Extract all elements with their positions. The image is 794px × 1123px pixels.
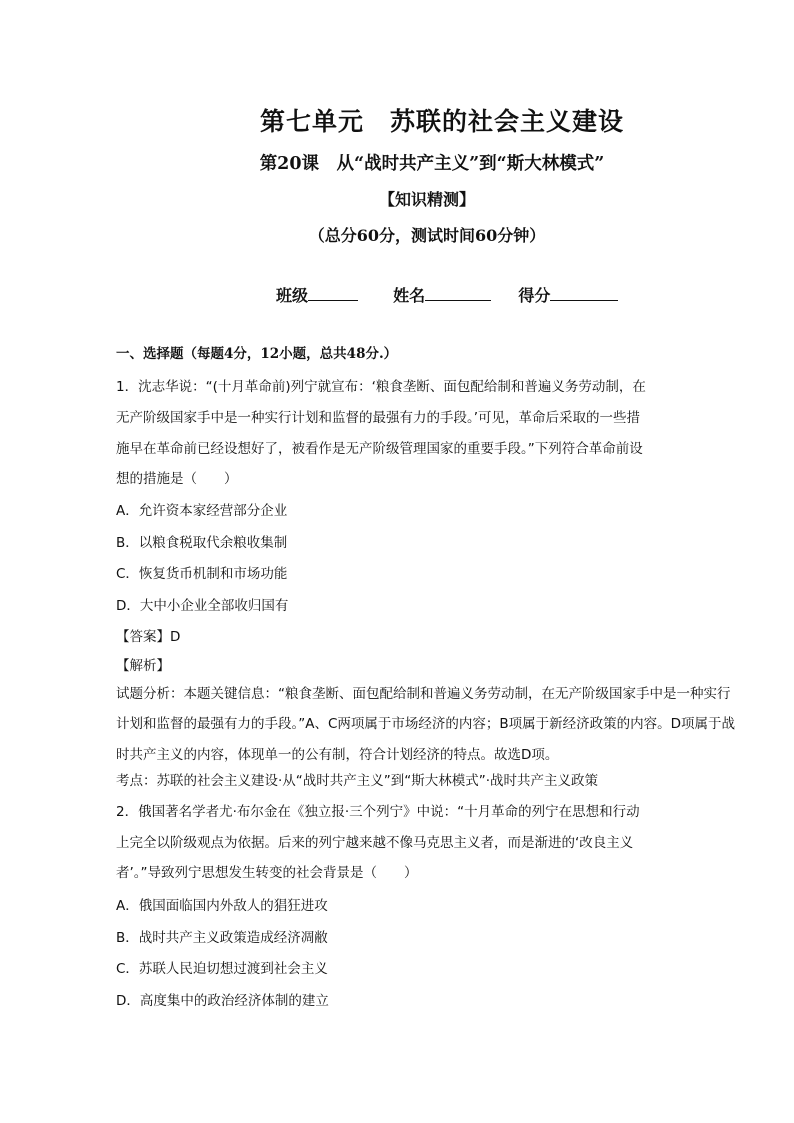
- score-note: （总分60分，测试时间60分钟）: [308, 226, 546, 245]
- question1-stem-line: 无产阶级国家手中是一种实行计划和监督的最强有力的手段。’可见，革命后采取的一些措: [116, 410, 641, 426]
- question2-stem-line: 上完全以阶级观点为依据。后来的列宁越来越不像马克思主义者，而是渐进的‘改良主义: [116, 835, 634, 851]
- question2-option-b: B．战时共产主义政策造成经济凋敝: [116, 930, 328, 946]
- quiz-subtitle: 【知识精测】: [378, 190, 475, 209]
- question2-stem-line: 者’。”导致列宁思想发生转变的社会背景是（ ）: [116, 865, 418, 881]
- section-heading: 一、选择题（每题4分，12小题，总共48分.）: [116, 346, 398, 362]
- question1-option-c: C．恢复货币机制和市场功能: [116, 566, 288, 582]
- question1-analysis-label: 【解析】: [116, 658, 170, 674]
- question1-answer: 【答案】D: [116, 629, 181, 645]
- question1-analysis-line: 时共产主义的内容，体现单一的公有制，符合计划经济的特点。故选D项。: [116, 747, 559, 763]
- question1-analysis-line: 计划和监督的最强有力的手段。”A、C两项属于市场经济的内容；B项属于新经济政策的内容。D项属于战: [116, 716, 736, 732]
- question1-option-b: B．以粮食税取代余粮收集制: [116, 535, 288, 551]
- question2-option-d: D．高度集中的政治经济体制的建立: [116, 993, 329, 1009]
- question2-stem-line: 2．俄国著名学者尤·布尔金在《独立报·三个列宁》中说：“十月革命的列宁在思想和行动: [116, 804, 640, 820]
- student-info-row: [276, 283, 618, 306]
- class-blank[interactable]: [308, 286, 358, 301]
- name-blank[interactable]: [425, 286, 491, 301]
- question1-stem-line: 想的措施是（ ）: [116, 471, 238, 487]
- question1-point: 考点：苏联的社会主义建设·从“战时共产主义”到“斯大林模式”·战时共产主义政策: [116, 773, 599, 789]
- lesson-title: 第20课 从“战时共产主义”到“斯大林模式”: [259, 154, 605, 174]
- score-label: 得分: [518, 286, 551, 305]
- question1-stem-line: 施早在革命前已经设想好了，被看作是无产阶级管理国家的重要手段。”下列符合革命前设: [116, 441, 643, 457]
- question2-option-c: C．苏联人民迫切想过渡到社会主义: [116, 961, 328, 977]
- question2-option-a: A．俄国面临国内外敌人的猖狂进攻: [116, 898, 328, 914]
- unit-title: 第七单元 苏联的社会主义建设: [259, 107, 624, 136]
- question1-analysis-line: 试题分析：本题关键信息：“粮食垄断、面包配给制和普遍义务劳动制，在无产阶级国家手中是一种实行: [116, 686, 731, 702]
- score-blank[interactable]: [550, 286, 618, 301]
- name-label: 姓名: [393, 286, 426, 305]
- class-label: 班级: [276, 286, 309, 305]
- question1-stem-line: 1．沈志华说：“(十月革命前)列宁就宣布：‘粮食垄断、面包配给制和普遍义务劳动制，在: [116, 379, 646, 395]
- question1-option-d: D．大中小企业全部收归国有: [116, 598, 289, 614]
- question1-option-a: A．允许资本家经营部分企业: [116, 503, 288, 519]
